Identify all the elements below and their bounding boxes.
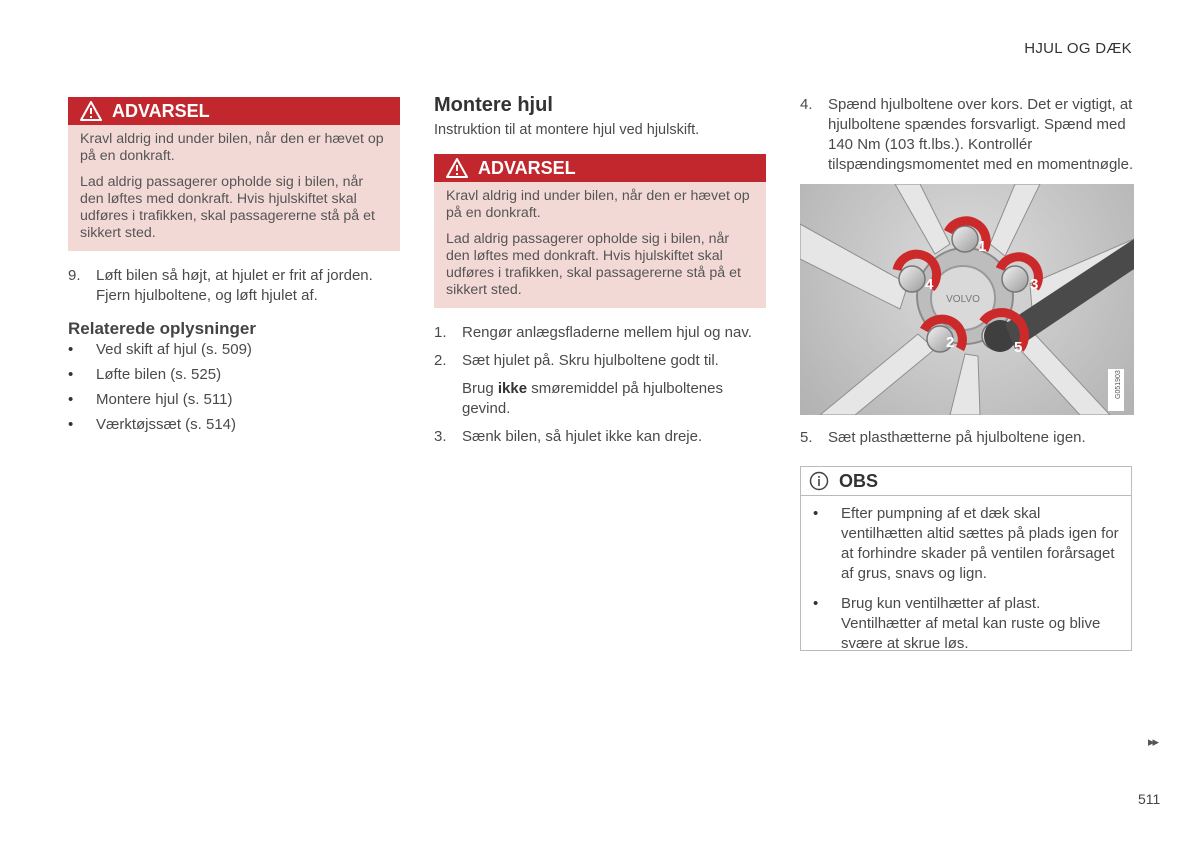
bolt-number: 4: [925, 276, 934, 293]
related-link[interactable]: • Montere hjul (s. 511): [68, 390, 388, 410]
step-text: Sænk bilen, så hjulet ikke kan dreje.: [462, 428, 703, 445]
step-note: [434, 379, 764, 419]
section-title: HJUL OG DÆK: [1024, 40, 1132, 57]
bolt-number: 5: [1014, 339, 1023, 356]
step-text: Rengør anlægsfladerne mellem hjul og nav.: [462, 324, 752, 341]
steps-list: [434, 323, 764, 455]
step-item: [434, 323, 764, 343]
page-title: Montere hjul: [434, 94, 553, 116]
intro-text: Instruktion til at montere hjul ved hjulskift.: [434, 122, 700, 138]
brand-logo: VOLVO: [946, 294, 980, 305]
note-item: • Brug kun ventilhætter af plast. Ventilhætter af metal kan ruste og blive svære at skrue løs.: [813, 594, 1119, 654]
bolt-number: 1: [978, 238, 987, 255]
warning-triangle-icon: [446, 158, 468, 178]
warning-title: ADVARSEL: [112, 100, 210, 121]
step-number: 2.: [434, 352, 447, 369]
step-item: [434, 351, 764, 371]
step-item: [434, 427, 764, 447]
step-number: 9.: [68, 267, 81, 284]
note-item: • Efter pumpning af et dæk skal ventilhætten altid sættes på plads igen for at forhindre skader på ventilen forårsaget af grus, snavs og lign.: [813, 504, 1119, 584]
info-icon: [809, 471, 829, 491]
wheel-bolt: [899, 266, 925, 292]
related-link[interactable]: • Ved skift af hjul (s. 509): [68, 340, 388, 360]
continue-marker-icon: ▸▸: [1148, 734, 1158, 749]
figure-code: G051903: [1115, 370, 1122, 399]
warning-box: [68, 97, 400, 251]
step-text: Spænd hjulboltene over kors. Det er vigtigt, at hjulboltene spændes forsvarligt. Spænd med 140 Nm (103 ft.lbs.). Kontrollér tilspændingsmomentet med en momentnøgle.: [828, 96, 1134, 173]
related-list: [68, 340, 388, 440]
step-9: [68, 266, 388, 314]
note-title: OBS: [839, 470, 879, 491]
step-number: 1.: [434, 324, 447, 341]
warning-text: Kravl aldrig ind under bilen, når den er hævet op på en donkraft.: [80, 131, 384, 164]
step-number: 5.: [800, 429, 813, 446]
related-heading: Relaterede oplysninger: [68, 319, 257, 338]
note-emphasis: ikke: [497, 380, 528, 397]
step-5: [800, 428, 1136, 456]
warning-header: [434, 154, 766, 182]
note-box: [800, 466, 1132, 651]
wheel-bolt-illustration: [800, 184, 1134, 415]
wheel-bolt: [1002, 266, 1028, 292]
note-text: smøremiddel på hjulboltenes gevind.: [462, 380, 723, 417]
step-number: 4.: [800, 96, 813, 113]
note-header: [801, 467, 1131, 496]
warning-text: Kravl aldrig ind under bilen, når den er hævet op på en donkraft.: [446, 188, 750, 221]
related-link[interactable]: • Løfte bilen (s. 525): [68, 365, 388, 385]
warning-text: Lad aldrig passagerer opholde sig i bilen, når den løftes med donkraft. Hvis hjulskiftet skal udføres i trafikken, skal passagererne stå på et sikkert sted.: [446, 231, 741, 298]
note-text: Brug: [462, 380, 498, 397]
warning-title: ADVARSEL: [478, 157, 576, 178]
step-number: 3.: [434, 428, 447, 445]
warning-triangle-icon: [80, 101, 102, 121]
warning-text: Lad aldrig passagerer opholde sig i bilen, når den løftes med donkraft. Hvis hjulskiftet skal udføres i trafikken, skal passagererne stå på et sikkert sted.: [80, 174, 375, 241]
wheel-bolt: [952, 226, 978, 252]
step-text: Sæt plasthætterne på hjulboltene igen.: [828, 429, 1086, 446]
bolt-number: 2: [946, 334, 955, 351]
bolt-number: 3: [1030, 276, 1039, 293]
related-link[interactable]: • Værktøjssæt (s. 514): [68, 415, 388, 435]
page-number: 511: [1138, 791, 1161, 807]
warning-header: [68, 97, 400, 125]
step-text: Løft bilen så højt, at hjulet er frit af jorden. Fjern hjulboltene, og løft hjulet af.: [96, 267, 373, 304]
step-text: Sæt hjulet på. Skru hjulboltene godt til.: [462, 352, 719, 369]
warning-box: [434, 154, 766, 308]
step-4: [800, 95, 1136, 183]
